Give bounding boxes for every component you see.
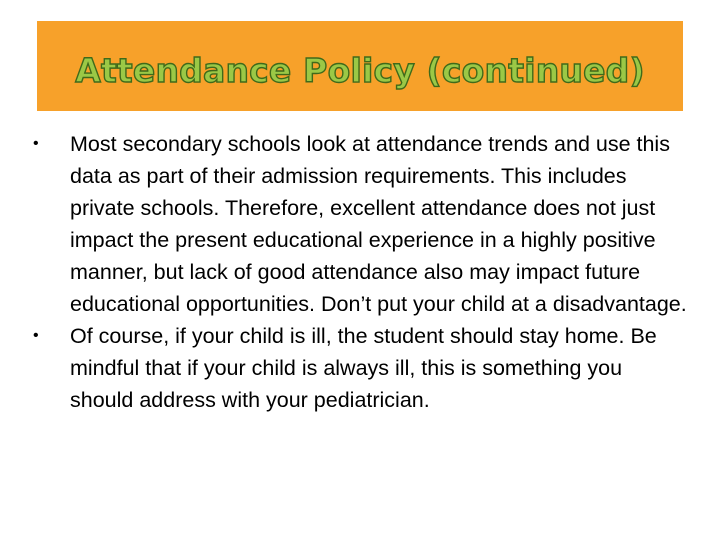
bullet-item <box>30 128 690 320</box>
bullet-marker: • <box>33 327 39 344</box>
bullet-list <box>30 128 690 416</box>
bullet-item <box>30 320 690 416</box>
bullet-marker: • <box>33 135 39 152</box>
bullet-text: Most secondary schools look at attendance trends and use this data as part of their admission requirements. This includes private schools. Therefore, excellent attendance does not just impact the present educational experience in a highly positive manner, but lack of good attendance also may impact future educational opportunities. Don’t put your child at a disadvantage. <box>70 132 687 316</box>
title-banner <box>37 21 683 111</box>
bullet-text: Of course, if your child is ill, the student should stay home. Be mindful that if your child is always ill, this is something you should address with your pediatrician. <box>70 324 657 412</box>
slide-title: Attendance Policy (continued) <box>75 50 645 90</box>
